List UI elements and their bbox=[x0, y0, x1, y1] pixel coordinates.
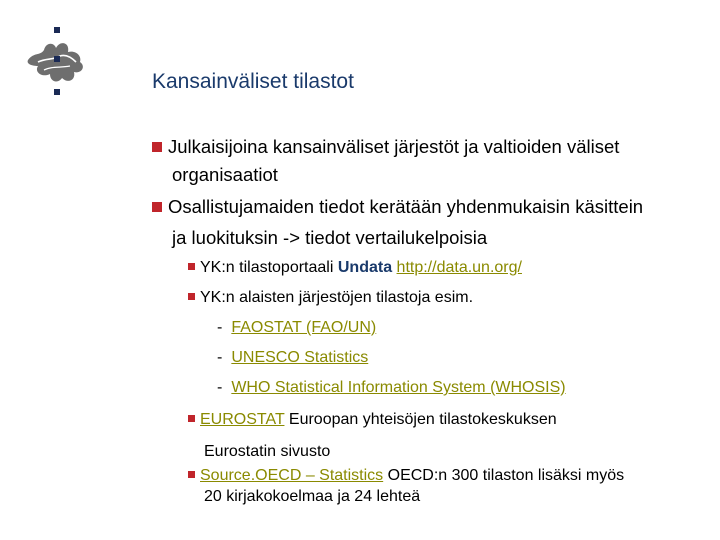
bullet-continuation: organisaatiot bbox=[172, 164, 278, 185]
slide-title: Kansainväliset tilastot bbox=[152, 70, 354, 93]
sub-bullet-undata: YK:n tilastoportaali Undata http://data.un.org/ bbox=[188, 258, 522, 278]
undata-label: Undata bbox=[337, 259, 393, 276]
eurostat-continuation: Eurostatin sivusto bbox=[204, 443, 331, 460]
bullet-square-icon bbox=[152, 202, 162, 212]
bullet-square-icon bbox=[188, 293, 195, 300]
bullet-square-icon bbox=[152, 142, 162, 152]
eurostat-link[interactable]: EUROSTAT bbox=[200, 411, 285, 428]
dash-item-unesco: - UNESCO Statistics bbox=[217, 349, 369, 366]
bullet-participating-countries bbox=[152, 194, 643, 220]
bullet-continuation: ja luokituksin -> tiedot vertailukelpoisia bbox=[172, 227, 488, 248]
bullet-text: Osallistujamaiden tiedot kerätään yhdenmukaisin käsittein bbox=[168, 196, 644, 217]
university-logo-icon bbox=[24, 26, 88, 96]
dash-item-whosis: - WHO Statistical Information System (WHOSIS) bbox=[217, 379, 566, 396]
faostat-link[interactable]: FAOSTAT (FAO/UN) bbox=[231, 319, 377, 336]
sub-bullet-oecd: Source.OECD – Statistics OECD:n 300 tilaston lisäksi myös bbox=[188, 466, 624, 486]
sub-bullet-eurostat: EUROSTAT Euroopan yhteisöjen tilastokeskuksen bbox=[188, 410, 557, 430]
undata-link[interactable]: http://data.un.org/ bbox=[396, 259, 522, 276]
dash-item-faostat: - FAOSTAT (FAO/UN) bbox=[217, 319, 377, 336]
bullet-international-publishers bbox=[152, 134, 619, 160]
source-oecd-link[interactable]: Source.OECD – Statistics bbox=[200, 467, 384, 484]
bullet-square-icon bbox=[188, 415, 195, 422]
unesco-link[interactable]: UNESCO Statistics bbox=[231, 349, 369, 366]
oecd-continuation: 20 kirjakokoelmaa ja 24 lehteä bbox=[204, 488, 421, 505]
whosis-link[interactable]: WHO Statistical Information System (WHOSIS) bbox=[231, 379, 566, 396]
sub-bullet-un-agencies: YK:n alaisten järjestöjen tilastoja esim. bbox=[188, 288, 473, 308]
bullet-text: Julkaisijoina kansainväliset järjestöt ja valtioiden väliset bbox=[168, 136, 620, 157]
bullet-square-icon bbox=[188, 263, 195, 270]
bullet-square-icon bbox=[188, 471, 195, 478]
